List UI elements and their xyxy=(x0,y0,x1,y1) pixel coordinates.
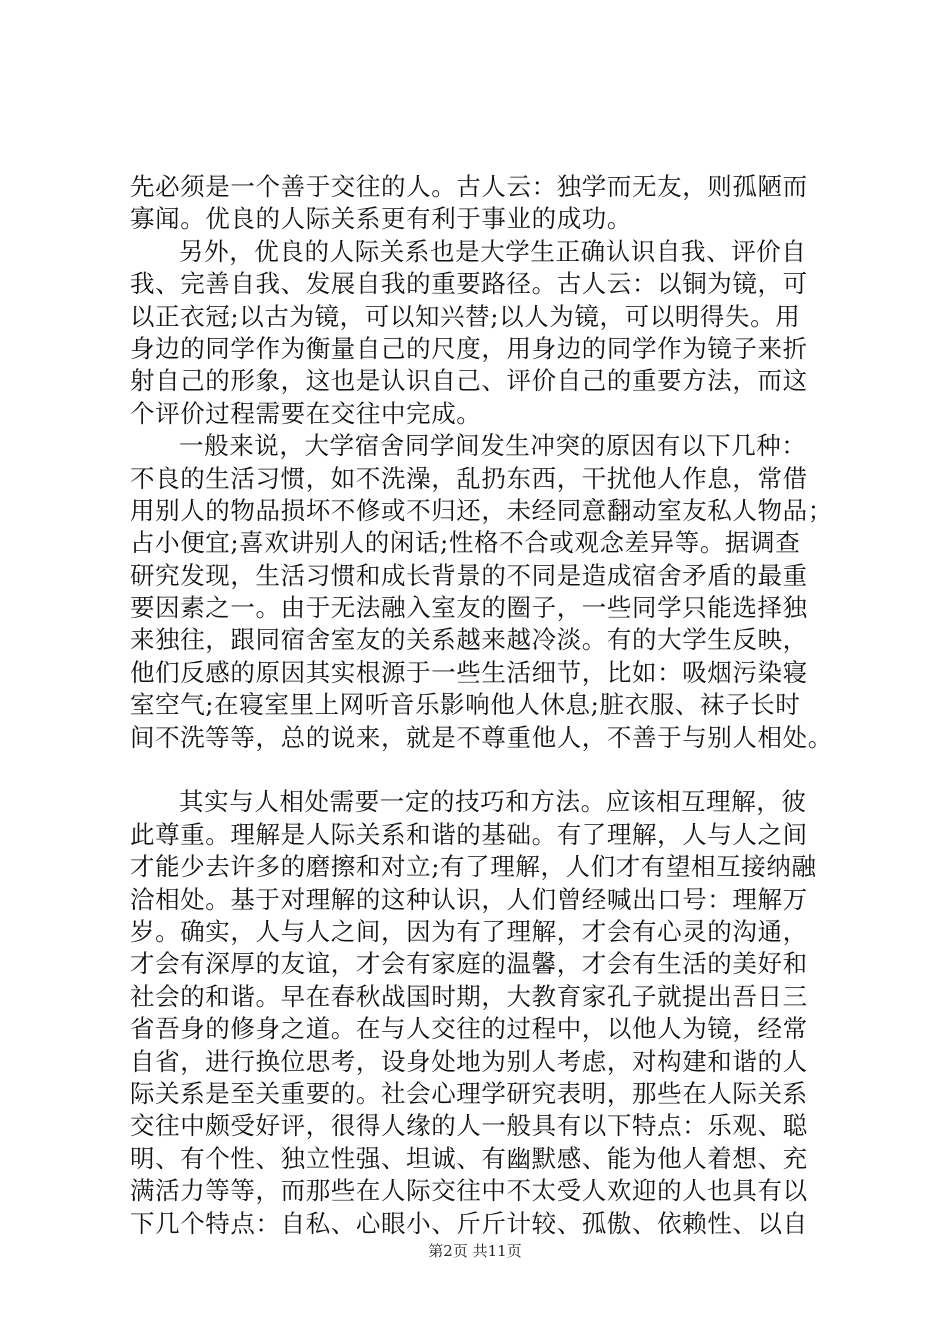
text-line: 际关系是至关重要的。社会心理学研究表明，那些在人际关系 xyxy=(130,1078,808,1108)
text-line: 才能少去许多的磨擦和对立;有了理解，人们才有望相互接纳融 xyxy=(130,852,817,882)
text-line: 个评价过程需要在交往中完成。 xyxy=(130,398,482,428)
text-line: 我、完善自我、发展自我的重要路径。古人云：以铜为镜，可 xyxy=(130,269,808,299)
text-line: 他们反感的原因其实根源于一些生活细节，比如：吸烟污染寝 xyxy=(130,657,808,687)
text-line: 占小便宜;喜欢讲别人的闲话;性格不合或观念差异等。据调查 xyxy=(130,528,801,558)
text-line: 用别人的物品损坏不修或不归还，未经同意翻动室友私人物品； xyxy=(130,495,833,525)
paragraph-gap xyxy=(130,754,850,786)
text-line: 社会的和谐。早在春秋战国时期，大教育家孔子就提出吾日三 xyxy=(130,981,808,1011)
paragraph-start-line: 其实与人相处需要一定的技巧和方法。应该相互理解，彼 xyxy=(179,787,807,817)
text-line: 此尊重。理解是人际关系和谐的基础。有了理解，人与人之间 xyxy=(130,819,808,849)
text-line: 自省，进行换位思考，设身处地为别人考虑，对构建和谐的人 xyxy=(130,1046,808,1076)
text-line: 室空气;在寝室里上网听音乐影响他人休息;脏衣服、袜子长时 xyxy=(130,690,801,720)
text-line: 射自己的形象，这也是认识自己、评价自己的重要方法，而这 xyxy=(130,366,808,396)
text-line: 下几个特点：自私、心眼小、斤斤计较、孤傲、依赖性、以自 xyxy=(130,1208,808,1238)
text-line: 岁。确实，人与人之间，因为有了理解，才会有心灵的沟通， xyxy=(130,916,808,946)
text-line: 不良的生活习惯，如不洗澡，乱扔东西，干扰他人作息，常借 xyxy=(130,463,808,493)
text-line: 明、有个性、独立性强、坦诚、有幽默感、能为他人着想、充 xyxy=(130,1143,808,1173)
text-line: 满活力等等，而那些在人际交往中不太受人欢迎的人也具有以 xyxy=(130,1176,808,1206)
text-line: 研究发现，生活习惯和成长背景的不同是造成宿舍矛盾的最重 xyxy=(130,560,808,590)
paragraph-start-line: 另外，优良的人际关系也是大学生正确认识自我、评价自 xyxy=(179,236,807,266)
text-line: 省吾身的修身之道。在与人交往的过程中，以他人为镜，经常 xyxy=(130,1014,808,1044)
text-line: 才会有深厚的友谊，才会有家庭的温馨，才会有生活的美好和 xyxy=(130,949,808,979)
text-line: 要因素之一。由于无法融入室友的圈子，一些同学只能选择独 xyxy=(130,593,808,623)
text-line: 交往中颇受好评，很得人缘的人一般具有以下特点：乐观、聪 xyxy=(130,1111,808,1141)
body-text xyxy=(130,171,850,1240)
page-number-footer: 第2页 共11页 xyxy=(428,1242,522,1260)
text-line: 洽相处。基于对理解的这种认识，人们曾经喊出口号：理解万 xyxy=(130,884,808,914)
text-line: 来独往，跟同宿舍室友的关系越来越冷淡。有的大学生反映， xyxy=(130,625,808,655)
text-line: 间不洗等等，总的说来，就是不尊重他人，不善于与别人相处。 xyxy=(130,722,833,752)
paragraph-start-line: 一般来说，大学宿舍同学间发生冲突的原因有以下几种： xyxy=(179,431,807,461)
text-line: 寡闻。优良的人际关系更有利于事业的成功。 xyxy=(130,204,632,234)
text-line: 身边的同学作为衡量自己的尺度，用身边的同学作为镜子来折 xyxy=(130,333,808,363)
text-line: 先必须是一个善于交往的人。古人云：独学而无友，则孤陋而 xyxy=(130,172,808,201)
text-line: 以正衣冠;以古为镜，可以知兴替;以人为镜，可以明得失。用 xyxy=(130,301,801,331)
